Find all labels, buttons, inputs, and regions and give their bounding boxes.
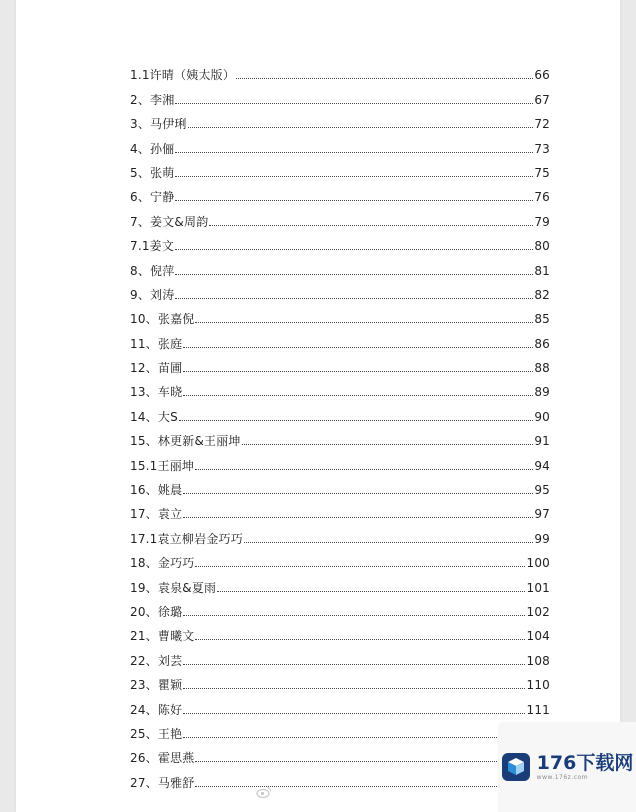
toc-dot-leader — [175, 103, 533, 104]
toc-entry-page: 90 — [534, 409, 550, 424]
toc-entry[interactable] — [130, 180, 550, 204]
toc-dot-leader — [195, 761, 549, 762]
toc-entry[interactable] — [130, 765, 550, 789]
toc-entry-title: 26、霍思燕 — [130, 751, 195, 766]
toc-dot-leader — [183, 395, 533, 396]
toc-entry-title: 12、苗圃 — [130, 361, 183, 376]
site-watermark-logo — [498, 722, 636, 812]
toc-entry[interactable] — [130, 741, 550, 765]
toc-dot-leader — [242, 444, 534, 445]
toc-entry[interactable] — [130, 107, 550, 131]
toc-entry-page: 102 — [526, 604, 550, 619]
toc-entry[interactable] — [130, 82, 550, 106]
toc-dot-leader — [195, 566, 525, 567]
toc-dot-leader — [236, 78, 533, 79]
toc-entry-page: 80 — [534, 239, 550, 254]
toc-entry-page: 73 — [534, 141, 550, 156]
toc-entry-title: 2、李湘 — [130, 92, 175, 107]
toc-dot-leader — [183, 688, 525, 689]
toc-entry[interactable] — [130, 497, 550, 521]
toc-entry[interactable] — [130, 570, 550, 594]
toc-entry-page: 85 — [534, 312, 550, 327]
toc-entry[interactable] — [130, 302, 550, 326]
toc-entry-title: 9、刘涛 — [130, 287, 175, 302]
toc-entry[interactable] — [130, 278, 550, 302]
toc-entry-title: 27、马雅舒 — [130, 775, 195, 790]
toc-entry-title: 25、王艳 — [130, 726, 183, 741]
toc-dot-leader — [183, 737, 549, 738]
toc-entry-page: 86 — [534, 336, 550, 351]
toc-entry-title: 5、张萌 — [130, 165, 175, 180]
toc-dot-leader — [217, 591, 525, 592]
toc-entry-page: 66 — [534, 68, 550, 83]
toc-entry-page: 97 — [534, 507, 550, 522]
toc-entry-page: 67 — [534, 92, 550, 107]
toc-entry[interactable] — [130, 326, 550, 350]
toc-entry[interactable] — [130, 229, 550, 253]
table-of-contents — [130, 58, 550, 790]
toc-dot-leader — [188, 127, 534, 128]
toc-entry-title: 16、姚晨 — [130, 483, 183, 498]
toc-dot-leader — [244, 542, 533, 543]
toc-dot-leader — [183, 664, 525, 665]
toc-entry[interactable] — [130, 643, 550, 667]
toc-dot-leader — [175, 200, 533, 201]
toc-entry[interactable] — [130, 473, 550, 497]
toc-entry-title: 7、姜文&周韵 — [130, 214, 209, 229]
toc-entry-title: 15.1王丽坤 — [130, 458, 195, 473]
toc-entry-title: 1.1许晴（姨太版） — [130, 68, 236, 83]
toc-dot-leader — [195, 469, 533, 470]
toc-entry-title: 8、倪萍 — [130, 263, 175, 278]
toc-entry-title: 17、袁立 — [130, 507, 183, 522]
toc-dot-leader — [175, 152, 533, 153]
cube-logo-icon — [501, 752, 531, 782]
toc-entry[interactable] — [130, 253, 550, 277]
toc-entry-title: 24、陈好 — [130, 702, 183, 717]
toc-entry-page: 111 — [526, 702, 550, 717]
toc-entry-title: 19、袁泉&夏雨 — [130, 580, 217, 595]
toc-entry-title: 4、孙俪 — [130, 141, 175, 156]
toc-entry-page: 94 — [534, 458, 550, 473]
toc-dot-leader — [175, 274, 533, 275]
toc-entry-title: 15、林更新&王丽坤 — [130, 434, 241, 449]
toc-entry-page: 99 — [534, 531, 550, 546]
toc-dot-leader — [175, 298, 533, 299]
toc-entry[interactable] — [130, 399, 550, 423]
toc-entry[interactable] — [130, 156, 550, 180]
toc-dot-leader — [195, 322, 533, 323]
toc-entry-title: 6、宁静 — [130, 190, 175, 205]
toc-entry-title: 17.1袁立柳岩金巧巧 — [130, 531, 243, 546]
toc-dot-leader — [183, 713, 525, 714]
site-url: www.176z.com — [536, 774, 589, 781]
toc-entry-page: 101 — [526, 580, 550, 595]
toc-entry-title: 20、徐璐 — [130, 604, 183, 619]
document-page — [16, 0, 620, 812]
toc-dot-leader — [183, 371, 533, 372]
toc-entry-page: 108 — [526, 653, 550, 668]
toc-dot-leader — [175, 249, 533, 250]
toc-entry-page: 91 — [534, 434, 550, 449]
toc-dot-leader — [209, 225, 533, 226]
toc-dot-leader — [183, 517, 533, 518]
toc-entry-title: 10、张嘉倪 — [130, 312, 195, 327]
weibo-watermark — [256, 786, 272, 798]
toc-entry-page: 95 — [534, 483, 550, 498]
toc-entry[interactable] — [130, 668, 550, 692]
toc-dot-leader — [195, 786, 549, 787]
toc-entry-page: 72 — [534, 117, 550, 132]
site-name: 176下载网 — [536, 752, 634, 774]
toc-entry[interactable] — [130, 131, 550, 155]
toc-entry[interactable] — [130, 375, 550, 399]
toc-entry[interactable] — [130, 546, 550, 570]
toc-dot-leader — [175, 176, 533, 177]
toc-entry-page: 100 — [526, 556, 550, 571]
toc-entry[interactable] — [130, 424, 550, 448]
toc-entry-title: 3、马伊琍 — [130, 117, 187, 132]
toc-entry[interactable] — [130, 692, 550, 716]
toc-dot-leader — [195, 639, 525, 640]
toc-entry-title: 23、瞿颖 — [130, 678, 183, 693]
toc-entry-title: 13、车晓 — [130, 385, 183, 400]
toc-dot-leader — [179, 420, 533, 421]
toc-entry-page: 76 — [534, 190, 550, 205]
toc-entry-title: 18、金巧巧 — [130, 556, 195, 571]
toc-entry[interactable] — [130, 595, 550, 619]
toc-entry-page: 110 — [526, 678, 550, 693]
toc-entry-title: 14、大S — [130, 409, 178, 424]
toc-entry[interactable] — [130, 351, 550, 375]
toc-entry-title: 11、张庭 — [130, 336, 183, 351]
toc-dot-leader — [183, 615, 525, 616]
toc-entry-page: 104 — [526, 629, 550, 644]
toc-entry-page: 88 — [534, 361, 550, 376]
toc-entry[interactable] — [130, 448, 550, 472]
toc-entry-title: 22、刘芸 — [130, 653, 183, 668]
toc-dot-leader — [183, 347, 533, 348]
toc-entry[interactable] — [130, 717, 550, 741]
toc-entry[interactable] — [130, 204, 550, 228]
toc-entry-page: 82 — [534, 287, 550, 302]
toc-entry-page: 89 — [534, 385, 550, 400]
toc-dot-leader — [183, 493, 533, 494]
toc-entry-page: 75 — [534, 165, 550, 180]
toc-entry-title: 7.1姜文 — [130, 239, 175, 254]
toc-entry-title: 21、曹曦文 — [130, 629, 195, 644]
toc-entry[interactable] — [130, 521, 550, 545]
toc-entry[interactable] — [130, 619, 550, 643]
toc-entry-page: 81 — [534, 263, 550, 278]
toc-entry-page: 79 — [534, 214, 550, 229]
toc-entry[interactable] — [130, 58, 550, 82]
weibo-icon — [256, 786, 272, 798]
